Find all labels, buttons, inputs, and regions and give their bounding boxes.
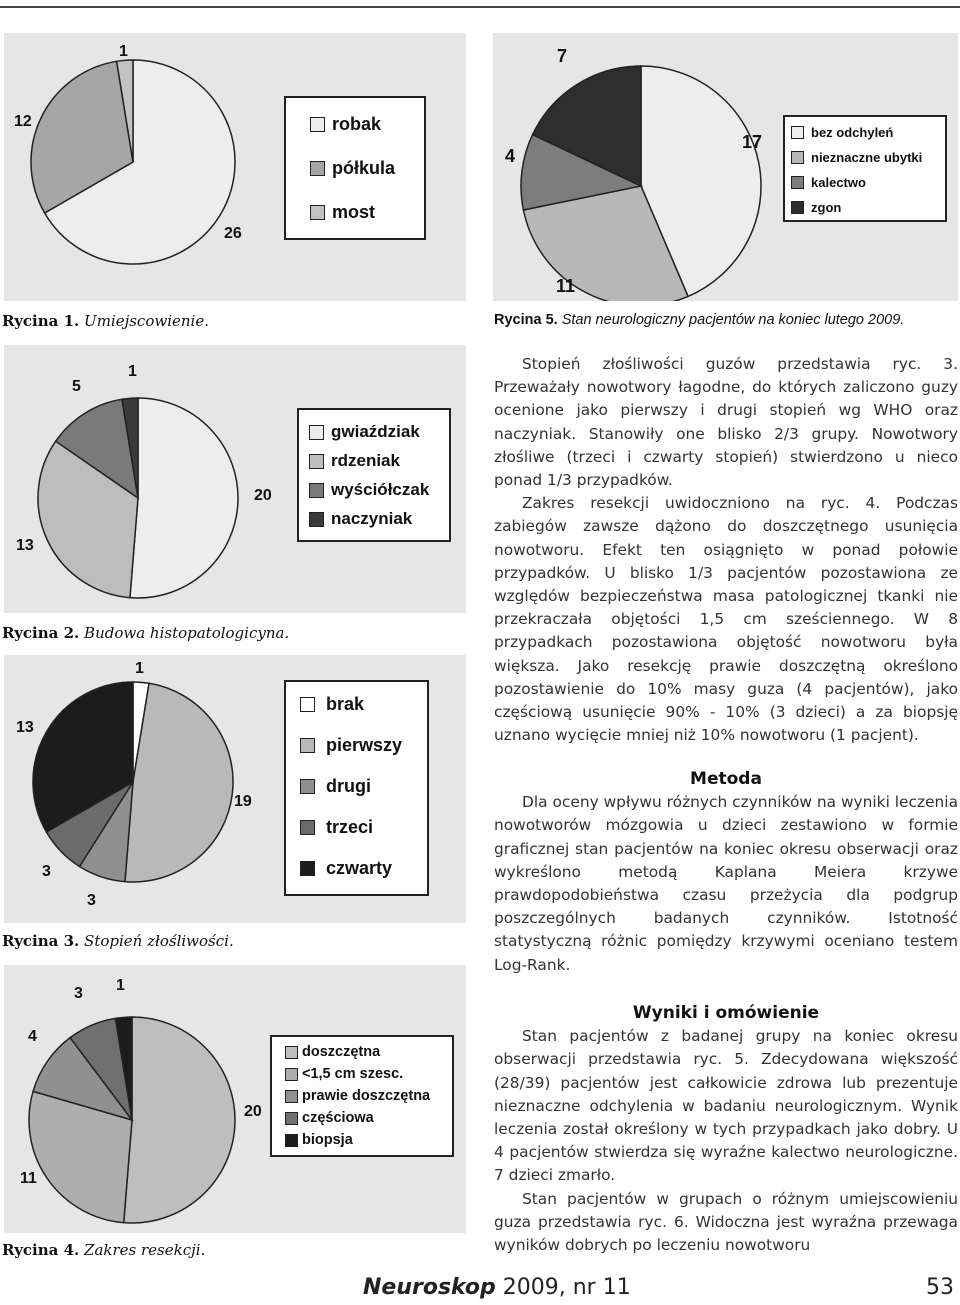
caption-label: Rycina 4. [2, 1241, 80, 1259]
legend-swatch [300, 738, 315, 753]
pie-slice-gwiaździak [130, 398, 238, 598]
legend-label: prawie doszczętna [302, 1088, 431, 1104]
fig2-legend-item [309, 509, 412, 529]
fig2-legend-item [309, 451, 400, 471]
caption-label: Rycina 5. [494, 312, 558, 328]
fig4-label-biopsja: 1 [116, 977, 125, 994]
article-text-block-2 [494, 768, 958, 977]
paragraph: Stan pacjentów w grupach o różnym umiejscowieniu guza przedstawia ryc. 6. Widoczna jest wyraźna przewaga wyników dobrych po leczeniu nowotworu [494, 1189, 958, 1255]
figure-5-panel [493, 33, 958, 301]
legend-swatch [285, 1068, 298, 1081]
legend-label: czwarty [326, 858, 393, 878]
caption-text: Budowa histopatologicyna. [84, 624, 290, 642]
fig1-legend-item [310, 158, 395, 179]
legend-label: biopsja [302, 1132, 353, 1148]
fig3-label-pierwszy: 19 [234, 793, 252, 810]
figure-1-legend [284, 96, 426, 240]
fig5-label-nieznaczne: 11 [556, 276, 576, 296]
fig5-label-bez-odchylen: 17 [742, 132, 763, 152]
fig2-legend-item [309, 480, 429, 500]
figure-1-panel [4, 33, 466, 301]
fig1-legend-item [310, 202, 375, 223]
legend-swatch [300, 779, 315, 794]
legend-label: częściowa [302, 1110, 374, 1126]
paragraph: Stopień złośliwości guzów przedstawia ryc. 3. Przeważały nowotwory łagodne, do których zaliczono guzy ocenione jako pierwszy i drugi stopień wg WHO oraz naczyniak. Stanowiły one blisko 2/3 grupy. Nowotwory złośliwe (trzeci i czwarty stopień) stwierdzono u nieco ponad 1/3 przypadków. [494, 355, 958, 490]
fig2-label-gwiazdziak: 20 [254, 487, 272, 504]
fig3-label-drugi: 3 [87, 892, 96, 909]
fig3-label-trzeci: 3 [42, 863, 51, 880]
fig5-legend-item [791, 125, 893, 140]
figure-5-legend [783, 115, 947, 222]
fig2-label-naczyniak: 1 [128, 363, 137, 380]
legend-label: most [332, 202, 376, 222]
legend-label: <1,5 cm szesc. [302, 1066, 404, 1082]
legend-swatch [310, 117, 325, 132]
caption-label: Rycina 3. [2, 932, 80, 950]
fig3-legend-item [300, 776, 371, 797]
figure-4-panel [4, 965, 466, 1233]
fig5-label-kalectwo: 4 [505, 146, 516, 166]
fig4-legend-item [285, 1044, 380, 1060]
journal-name: Neuroskop [363, 1275, 496, 1300]
caption-label: Rycina 1. [2, 312, 80, 330]
legend-swatch [791, 176, 804, 189]
legend-swatch [791, 151, 804, 164]
fig2-label-wysciolczak: 5 [72, 378, 81, 395]
section-heading-metoda: Metoda [690, 769, 762, 789]
fig1-label-polkula: 12 [14, 113, 32, 130]
legend-swatch [791, 201, 804, 214]
legend-label: bez odchyleń [811, 125, 894, 140]
article-text-block-1 [494, 353, 958, 747]
article-text-block-3 [494, 1002, 958, 1257]
fig3-legend-item [300, 858, 392, 879]
figure-4-legend [270, 1035, 454, 1157]
legend-swatch [300, 861, 315, 876]
fig4-label-doszczetna: 20 [244, 1103, 262, 1120]
fig2-legend-item [309, 422, 420, 442]
caption-text: Umiejscowienie. [84, 312, 209, 330]
fig1-legend-item [310, 114, 381, 135]
figure-5-caption [494, 312, 904, 328]
legend-swatch [310, 161, 325, 176]
legend-label: doszczętna [302, 1044, 381, 1060]
figure-3-panel [4, 655, 466, 923]
legend-label: rdzeniak [331, 451, 400, 470]
legend-label: pierwszy [326, 735, 403, 755]
legend-swatch [285, 1134, 298, 1147]
page-number: 53 [926, 1275, 954, 1300]
fig4-legend-item [285, 1110, 374, 1126]
fig5-legend-item [791, 200, 841, 215]
figure-2-caption [2, 624, 289, 642]
legend-swatch [285, 1112, 298, 1125]
fig4-legend-item [285, 1088, 430, 1104]
fig2-label-rdzeniak: 13 [16, 537, 34, 554]
fig4-label-ponizej: 11 [20, 1170, 37, 1187]
legend-label: trzeci [326, 817, 374, 837]
caption-text: Stan neurologiczny pacjentów na koniec lutego 2009. [561, 312, 905, 328]
legend-swatch [310, 205, 325, 220]
legend-label: nieznaczne ubytki [811, 150, 923, 165]
legend-swatch [791, 126, 804, 139]
legend-swatch [309, 454, 324, 469]
caption-text: Stopień złośliwości. [84, 932, 234, 950]
figure-1-caption [2, 312, 209, 330]
fig1-label-robak: 26 [224, 225, 242, 242]
figure-2-panel [4, 345, 466, 613]
legend-label: naczyniak [331, 509, 413, 528]
paragraph: Stan pacjentów z badanej grupy na koniec okresu obserwacji przedstawia ryc. 5. Zdecydowana większość (28/39) pacjentów jest całkowicie zdrowa lub prezentuje nieznaczne odchylenia w badaniu neurologicznym. Wynik leczenia został określony w tych przypadkach jako dobry. U 4 pacjentów stwierdza się wyraźne kalectwo neurologiczne. 7 dzieci zmarło. [494, 1027, 958, 1185]
fig3-legend-item [300, 817, 373, 838]
fig3-label-czwarty: 13 [16, 719, 34, 736]
legend-label: drugi [326, 776, 371, 796]
fig3-legend-item [300, 694, 364, 715]
fig5-legend-item [791, 175, 866, 190]
caption-text: Zakres resekcji. [84, 1241, 206, 1259]
journal-footer [363, 1275, 631, 1300]
fig5-label-zgon: 7 [557, 46, 568, 66]
legend-label: półkula [332, 158, 396, 178]
journal-issue: 2009, nr 11 [502, 1275, 631, 1300]
fig3-legend-item [300, 735, 402, 756]
fig4-legend-item [285, 1132, 353, 1148]
legend-swatch [285, 1090, 298, 1103]
legend-label: robak [332, 114, 382, 134]
pie-slice-doszczętna [124, 1017, 235, 1223]
legend-label: wyściółczak [331, 480, 430, 499]
caption-label: Rycina 2. [2, 624, 80, 642]
top-rule [0, 6, 960, 8]
paragraph: Zakres resekcji uwidoczniono na ryc. 4. Podczas zabiegów zawsze dążono do doszczętnego usunięcia nowotworu. Efekt ten osiągnięto w ponad połowie przypadków. U blisko 1/3 pacjentów pozostawiona ze względów bezpieczeństwa masa patologicznej tkanki nie przekraczała objętości 1,5 cm sześciennego. W 8 przypadkach pozostawiona objętość nowotworu była większa. Jako resekcję prawie doszczętną określono pozostawienie do 10% masy guza (4 pacjentów), jako częściową usunięcie 90% - 10% (3 dzieci) a za biopsję uznano wycięcie mniej niż 10% nowotworu (1 pacjent). [494, 494, 958, 745]
figure-3-legend [284, 680, 429, 896]
paragraph: Dla oceny wpływu różnych czynników na wyniki leczenia nowotworów mózgowia u dzieci zestawiono w formie graficznej stan pacjentów na koniec okresu obserwacji oraz wykreślono metodą Kaplana Meiera krzywe prawdopodobieństwa czasu przeżycia dla podgrup poszczególnych badanych czynników. Istotność statystyczną różnic pomiędzy krzywymi oceniano testem Log-Rank. [494, 793, 958, 974]
fig3-label-brak: 1 [135, 660, 144, 677]
legend-swatch [300, 820, 315, 835]
legend-swatch [309, 512, 324, 527]
fig4-label-czesciowa: 3 [74, 985, 83, 1002]
fig4-label-prawie: 4 [28, 1028, 37, 1045]
legend-swatch [285, 1046, 298, 1059]
legend-swatch [309, 483, 324, 498]
legend-label: kalectwo [811, 175, 866, 190]
fig1-label-most: 1 [119, 43, 128, 60]
section-heading-wyniki: Wyniki i omówienie [632, 1003, 820, 1023]
legend-swatch [309, 425, 324, 440]
figure-2-legend [297, 408, 451, 542]
legend-label: zgon [811, 200, 842, 215]
fig5-legend-item [791, 150, 922, 165]
fig4-legend-item [285, 1066, 403, 1082]
figure-3-caption [2, 932, 234, 950]
legend-label: gwiaździak [331, 422, 420, 441]
figure-4-caption [2, 1241, 205, 1259]
legend-label: brak [326, 694, 365, 714]
legend-swatch [300, 697, 315, 712]
